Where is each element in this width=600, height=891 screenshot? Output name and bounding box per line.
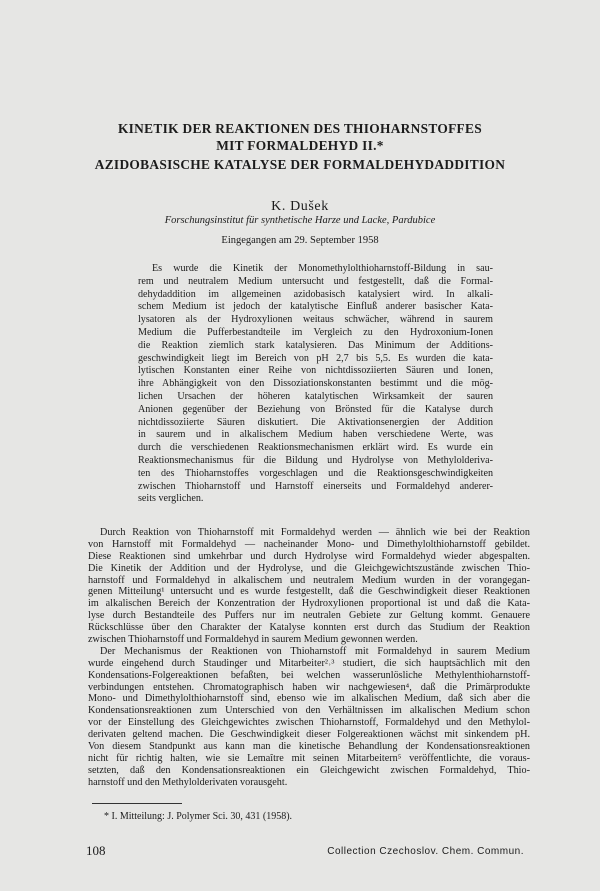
body-line: genen Mitteilung¹ untersucht und es wurde festgestellt, daß die Geschwindigkeit dieser Reaktionen [88, 586, 530, 598]
body-line: Mono- und Dimethylolthioharnstoff sind, ebenso wie im alkalischen Medium, daß sich aber die [88, 693, 530, 705]
body-line: Der Mechanismus der Reaktionen von Thioharnstoff mit Formaldehyd in saurem Medium [100, 645, 530, 657]
body-line: nicht für richtig halten, wie sie Lemaître mit seinen Mitarbeitern⁵ veröffentlichte, die voraus- [88, 752, 530, 764]
abstract-line: lysatoren als der Hydroxylionen weitaus schwächer, während in saurem [138, 314, 493, 326]
title-line-3: AZIDOBASISCHE KATALYSE DER FORMALDEHYDADDITION [94, 157, 506, 172]
author: K. Dušek [271, 199, 329, 214]
body-line: Durch Reaktion von Thioharnstoff mit Formaldehyd werden — ähnlich wie bei der Reaktion [100, 527, 530, 538]
abstract-line: Medium die Pufferbestandteile im Vergleich zu den Hydroxonium-Ionen [138, 326, 493, 338]
abstract-line: in saurem und in alkalischem Medium haben verschiedene Werte, was [138, 429, 493, 441]
abstract-line: lichen Ursachen der höheren katalytischen Wirksamkeit der sauren [138, 390, 493, 402]
footnote-rule [92, 803, 182, 804]
abstract-line: durch die verschiedenen Reaktionsmechanismen erklärt wird. Es wurde ein [138, 442, 493, 454]
abstract-line: lytischen Konstanten einer Reihe von nichtdissoziierten Säuren und Ionen, [138, 365, 493, 377]
body-line: harnstoff und Formaldehyd in alkalischem und neutralem Medium wurden in der vorangegan- [88, 574, 530, 586]
abstract-line: die Reaktion ziemlich stark katalysieren. Das Minimum der Additions- [138, 339, 493, 351]
body-text [88, 527, 530, 789]
abstract-line: Es wurde die Kinetik der Monomethylolthioharnstoff-Bildung in sau- [152, 263, 493, 274]
abstract-line: seits verglichen. [138, 493, 204, 505]
abstract-line: schem Medium ist jedoch der katalytische Einfluß anderer basischer Kata- [138, 301, 493, 313]
body-line: von Harnstoff mit Formaldehyd — nacheinander Mono- und Dimethylolthioharnstoff gebildet. [88, 538, 530, 550]
received-date: Eingegangen am 29. September 1958 [221, 235, 379, 246]
body-line: lyse durch Bestandteile des Puffers nur im neutralen Gebiete zur Geltung kommt. Genauere [88, 610, 530, 622]
body-line: verbindungen entstehen. Chromatographisch haben wir nachgewiesen⁴, daß die Primärprodukte [88, 681, 530, 693]
body-line: wurde eingehend durch Staudinger und Mitarbeiter²˒³ studiert, die sich hauptsächlich mit den [88, 657, 530, 669]
abstract-line: Anionen gegenüber der Beziehung von Brönsted für die Katalyse durch [138, 403, 493, 415]
abstract-line: ihre Abhängigkeit von den Dissoziationskonstanten bestimmt und die mög- [138, 378, 493, 390]
abstract-line: ten des Thioharnstoffes vorgeschlagen und die Reaktionsgeschwindigkeiten [138, 467, 493, 479]
footnote: * I. Mitteilung: J. Polymer Sci. 30, 431 (1958). [104, 811, 293, 822]
body-line: Rückschlüsse über den Charakter der Katalyse konnten erst durch das Studium der Reaktion [88, 622, 530, 634]
body-line: vor der Einstellung des Gleichgewichtes zwischen Thioharnstoff, Formaldehyd und den Methylol- [88, 717, 530, 729]
body-line: harnstoff und den Methylolderivaten vorausgeht. [88, 776, 288, 788]
page-number: 108 [86, 843, 106, 858]
body-line: Kondensations-Folgereaktionen befaßten, bei welchen wasserunlösliche Methylenthioharnstoff- [88, 669, 530, 681]
abstract-line: rem und neutralem Medium untersucht und festgestellt, daß die Formal- [138, 275, 493, 287]
title-line-1: KINETIK DER REAKTIONEN DES THIOHARNSTOFFES [117, 121, 483, 136]
abstract-line: zwischen Thioharnstoff und Harnstoff einerseits und Formaldehyd anderer- [138, 480, 493, 492]
abstract-line: geschwindigkeit liegt im Bereich von pH 2,7 bis 5,5. Es wurden die kata- [138, 352, 493, 364]
body-line: zwischen Thioharnstoff und Formaldehyd in saurem Medium gewonnen werden. [88, 634, 418, 646]
body-line: Kondensationsreaktionen zum Unterschied von den Verhältnissen im alkalischen Medium schon [88, 705, 530, 717]
body-line: Die Kinetik der Addition und der Hydrolyse, und die Gleichgewichtszustände zwischen Thio- [88, 562, 530, 574]
abstract-line: nichtdissoziierte Säuren diskutiert. Die Aktivationsenergien der Addition [138, 416, 493, 428]
body-line: setzten, daß den Kondensationsreaktionen ein Gleichgewicht zwischen Formaldehyd, Thio- [88, 764, 530, 776]
affiliation: Forschungsinstitut für synthetische Harze und Lacke, Pardubice [164, 215, 436, 226]
abstract [138, 263, 493, 506]
body-line: Von diesem Standpunkt aus kann man die kinetische Behandlung der Kondensationsreaktionen [88, 741, 530, 753]
abstract-line: Reaktionsmechanismus für die Bildung und Hydrolyse von Methylolderiva- [138, 454, 493, 466]
body-line: derivaten geltend machen. Die Geschwindigkeit dieser Folgereaktionen wächst mit sinkendem pH. [88, 729, 530, 741]
abstract-line: dehydaddition im allgemeinen azidobasisch katalysiert wird. In alkali- [138, 288, 493, 300]
title-line-2: MIT FORMALDEHYD II.* [216, 138, 384, 153]
journal-name: Collection Czechoslov. Chem. Commun. [327, 846, 524, 857]
body-line: Diese Reaktionen sind umkehrbar und durch Hydrolyse wird Formaldehyd wieder abgespalten. [88, 550, 530, 562]
body-line: im alkalischen Bereich der Konzentration der Hydroxylionen proportional ist und daß die Kata- [88, 598, 530, 610]
